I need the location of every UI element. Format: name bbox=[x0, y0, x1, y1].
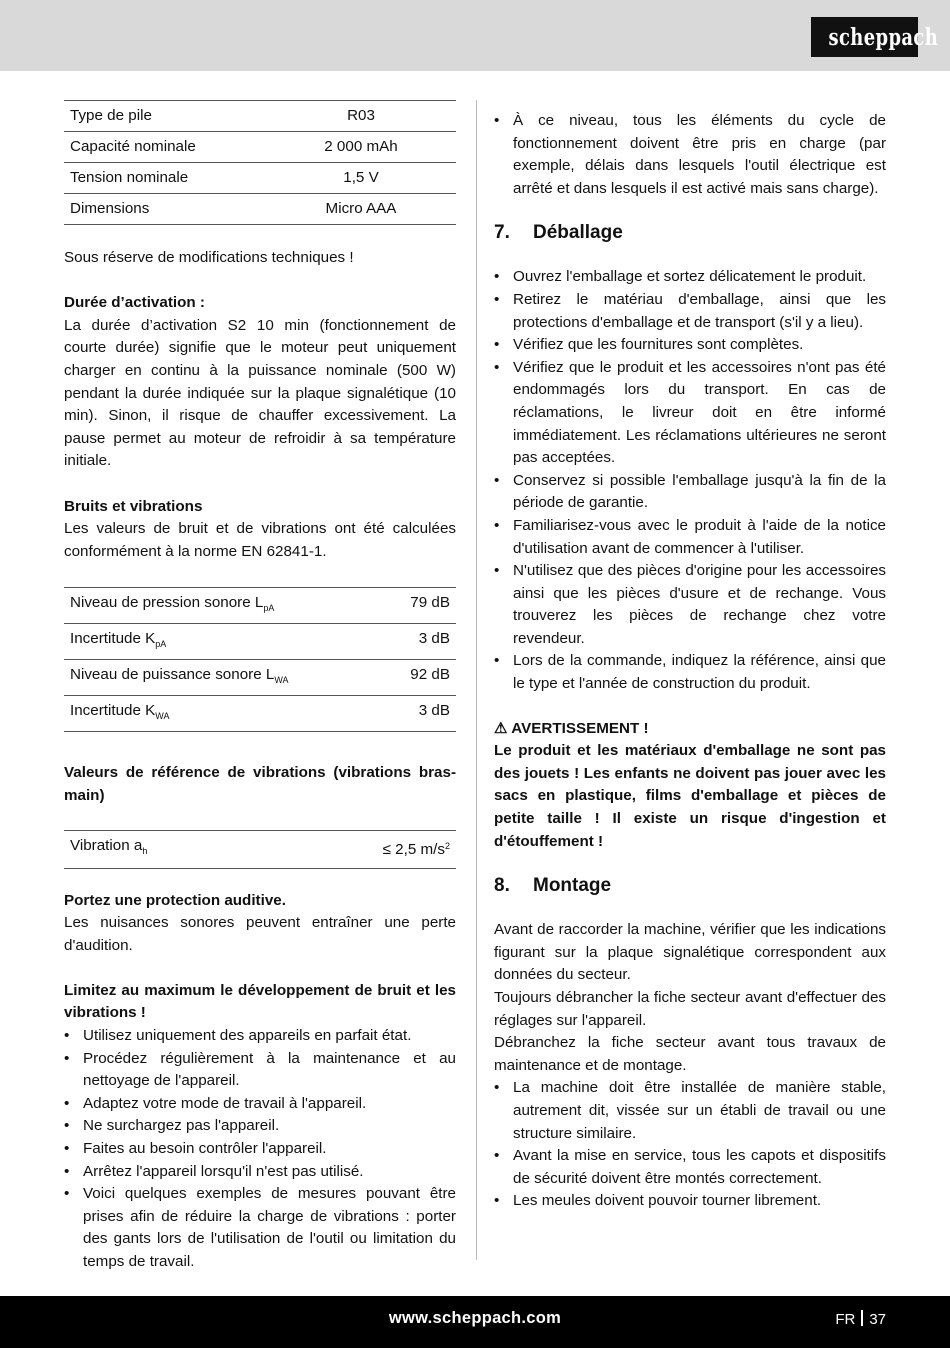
list-item: • Avant la mise en service, tous les capots et dispositifs de sécurité doivent être montés correctement. bbox=[494, 1145, 886, 1190]
protection-title: Portez une protection auditive. bbox=[64, 891, 286, 909]
list-item: • Utilisez uniquement des appareils en parfait état. bbox=[64, 1025, 456, 1048]
table-row bbox=[64, 588, 456, 624]
battery-spec-table bbox=[64, 100, 456, 225]
noise-value: 79 dB bbox=[384, 588, 456, 624]
spec-value: 1,5 V bbox=[266, 163, 456, 194]
spec-value: 2 000 mAh bbox=[266, 132, 456, 163]
list-item: • Familiarisez-vous avec le produit à l'aide de la notice d'utilisation avant de commencer à l'utiliser. bbox=[494, 515, 886, 560]
noise-label: Niveau de pression sonore $L_{pA}$ bbox=[64, 588, 384, 624]
noise-value: 3 dB bbox=[384, 696, 456, 732]
montage-paragraph: Avant de raccorder la machine, vérifier que les indications figurant sur la plaque signalétique correspondent aux données du secteur. bbox=[494, 921, 886, 984]
limit-list bbox=[64, 1025, 456, 1274]
noise-value: 3 dB bbox=[384, 624, 456, 660]
montage-paragraph: Toujours débrancher la fiche secteur avant d'effectuer des réglages sur l'appareil. bbox=[494, 989, 886, 1029]
spec-value: R03 bbox=[266, 101, 456, 132]
noise-label: Niveau de puissance sonore $L_{WA}$ bbox=[64, 660, 384, 696]
list-item: • Ne surchargez pas l'appareil. bbox=[64, 1115, 456, 1138]
table-row bbox=[64, 660, 456, 696]
intro-list bbox=[494, 110, 886, 200]
list-item: • Procédez régulièrement à la maintenance et au nettoyage de l'appareil. bbox=[64, 1048, 456, 1093]
warning-text: Le produit et les matériaux d'emballage ne sont pas des jouets ! Les enfants ne doivent pas jouer avec les sacs en plastique, films d'emballage et pièces de petite taille ! Il existe un risque d'ingestion et d'étouffement ! bbox=[494, 742, 886, 850]
list-item: • N'utilisez que des pièces d'origine pour les accessoires ainsi que les pièces d'usure et de rechange. Vous trouverez les pièces de rechange chez votre revendeur. bbox=[494, 560, 886, 650]
list-item: • Adaptez votre mode de travail à l'appareil. bbox=[64, 1093, 456, 1116]
montage-list bbox=[494, 1077, 886, 1213]
noise-text: Les valeurs de bruit et de vibrations ont été calculées conformément à la norme EN 62841-1. bbox=[64, 520, 456, 560]
scheppach-logo: scheppach bbox=[811, 17, 918, 57]
vibration-table bbox=[64, 830, 456, 869]
noise-value: 92 dB bbox=[384, 660, 456, 696]
table-row bbox=[64, 163, 456, 194]
list-item: • Faites au besoin contrôler l'appareil. bbox=[64, 1138, 456, 1161]
list-item: • Lors de la commande, indiquez la référence, ainsi que le type et l'année de construction du produit. bbox=[494, 650, 886, 695]
section-7-heading: 7. Déballage bbox=[494, 222, 623, 244]
list-item: • Vérifiez que les fournitures sont complètes. bbox=[494, 334, 886, 357]
page-footer bbox=[0, 1296, 950, 1348]
duty-text: La durée d’activation S2 10 min (fonctionnement de courte durée) signifie que le moteur peut uniquement charger en continu à la puissance nominale (500 W) pendant la durée indiquée sur la plaque signalétique (10 min). Sinon, il risque de chauffer excessivement. La pause permet au moteur de refroidir à sa température initiale. bbox=[64, 316, 456, 470]
intro-text: • À ce niveau, tous les éléments du cycle de fonctionnement doivent être pris en charge (par exemple, délais dans lesquels l'outil électrique est arrêté et dans lesquels il est activé mais sans charge). bbox=[494, 110, 886, 200]
spec-label: Dimensions bbox=[64, 194, 266, 225]
right-column bbox=[494, 100, 886, 1213]
list-item: • Les meules doivent pouvoir tourner librement. bbox=[494, 1190, 886, 1213]
vibration-value: ≤ 2,5 $m/s^2$ bbox=[272, 830, 456, 868]
table-row bbox=[64, 194, 456, 225]
list-item: • Conservez si possible l'emballage jusqu'à la fin de la période de garantie. bbox=[494, 470, 886, 515]
table-row bbox=[64, 830, 456, 868]
table-row bbox=[64, 101, 456, 132]
table-row bbox=[64, 624, 456, 660]
list-item: • Arrêtez l'appareil lorsqu'il n'est pas utilisé. bbox=[64, 1161, 456, 1184]
noise-label: Incertitude $K_{pA}$ bbox=[64, 624, 384, 660]
spec-value: Micro AAA bbox=[266, 194, 456, 225]
vibration-title: Valeurs de référence de vibrations (vibrations bras-main) bbox=[64, 764, 456, 804]
page-header bbox=[0, 0, 950, 71]
left-column bbox=[64, 100, 456, 1274]
noise-table bbox=[64, 587, 456, 732]
list-item: • Retirez le matériau d'emballage, ainsi que les protections d'emballage et de transport (s'il y a lieu). bbox=[494, 289, 886, 334]
list-item: • Vérifiez que le produit et les accessoires n'ont pas été endommagés lors du transport. En cas de réclamations, le livreur doit en être informé immédiatement. Les réclamations ultérieures ne seront pas acceptées. bbox=[494, 357, 886, 470]
vibration-label: Vibration $a_h$ bbox=[64, 830, 272, 868]
spec-label: Capacité nominale bbox=[64, 132, 266, 163]
section-8-heading: 8. Montage bbox=[494, 875, 612, 897]
list-item: • Ouvrez l'emballage et sortez délicatement le produit. bbox=[494, 266, 886, 289]
reserve-note: Sous réserve de modifications techniques ! bbox=[64, 249, 354, 266]
protection-text: Les nuisances sonores peuvent entraîner une perte d'audition. bbox=[64, 914, 456, 954]
limit-title: Limitez au maximum le développement de bruit et les vibrations ! bbox=[64, 981, 456, 1022]
spec-label: Tension nominale bbox=[64, 163, 266, 194]
column-divider bbox=[476, 100, 477, 1260]
list-item: • Voici quelques exemples de mesures pouvant être prises afin de réduire la charge de vibrations : porter des gants lors de l'utilisation de l'outil ou limitation du temps de travail. bbox=[64, 1183, 456, 1273]
table-row bbox=[64, 696, 456, 732]
montage-paragraph: Débranchez la fiche secteur avant tous travaux de maintenance et de montage. bbox=[494, 1034, 886, 1074]
noise-label: Incertitude $K_{WA}$ bbox=[64, 696, 384, 732]
unpacking-list bbox=[494, 266, 886, 695]
duty-title: Durée d’activation : bbox=[64, 294, 205, 312]
page-number: FR 37 bbox=[835, 1311, 886, 1328]
warning-title: ⚠ AVERTISSEMENT ! bbox=[494, 719, 649, 737]
table-row bbox=[64, 132, 456, 163]
spec-label: Type de pile bbox=[64, 101, 266, 132]
noise-title: Bruits et vibrations bbox=[64, 497, 203, 515]
warning-icon: ⚠ bbox=[494, 719, 508, 737]
list-item: • La machine doit être installée de manière stable, autrement dit, vissée sur un établi de travail ou une structure similaire. bbox=[494, 1077, 886, 1145]
website-link[interactable]: www.scheppach.com bbox=[388, 1309, 562, 1327]
